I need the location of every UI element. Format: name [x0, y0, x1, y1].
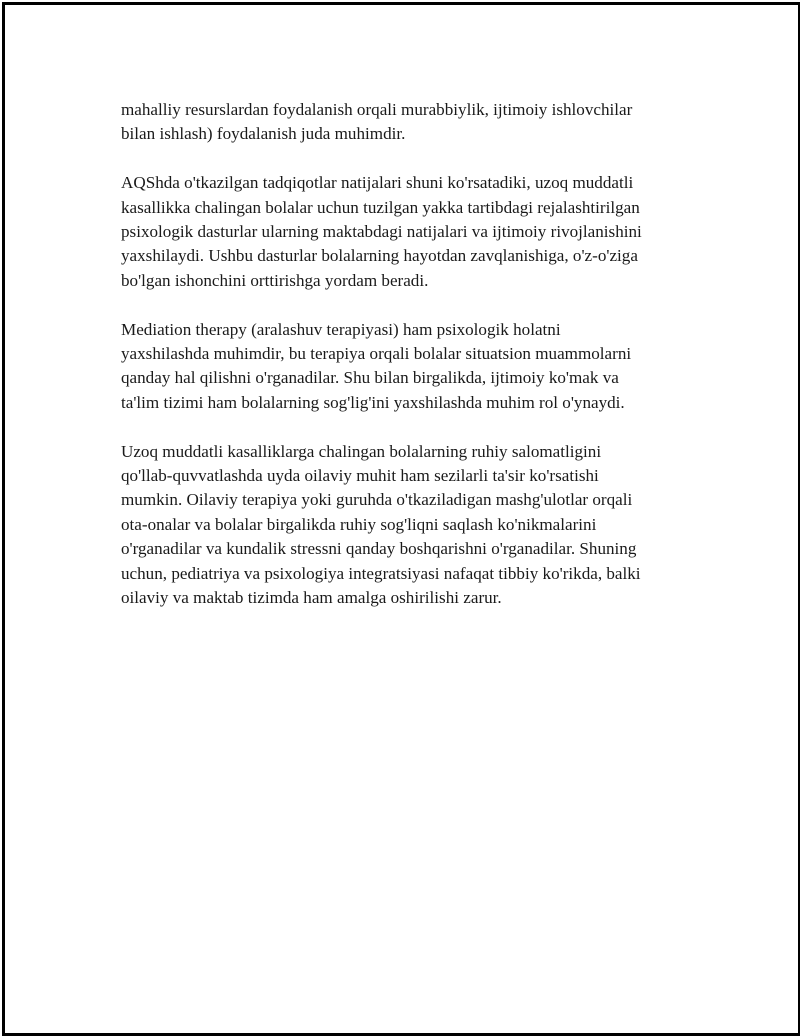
text-line: AQShda o'tkazilgan tadqiqotlar natijalari shuni ko'rsatadiki, uzoq muddatli — [121, 173, 634, 193]
text-line: oilaviy va maktab tizimda ham amalga oshirilishi zarur. — [121, 588, 502, 608]
text-line: ota-onalar va bolalar birgalikda ruhiy sog'liqni saqlash ko'nikmalarini — [121, 514, 597, 534]
text-line: Mediation therapy (aralashuv terapiyasi) ham psixologik holatni — [121, 319, 561, 339]
paragraph-2 — [121, 171, 691, 293]
text-line: o'rganadilar va kundalik stressni qanday boshqarishni o'rganadilar. Shuning — [121, 539, 637, 559]
paragraph-1 — [121, 98, 691, 147]
page-frame — [2, 2, 800, 1036]
document-body — [121, 98, 691, 635]
text-line: psixologik dasturlar ularning maktabdagi natijalari va ijtimoiy rivojlanishini — [121, 222, 642, 242]
text-line: uchun, pediatriya va psixologiya integratsiyasi nafaqat tibbiy ko'rikda, balki — [121, 563, 641, 583]
text-line: kasallikka chalingan bolalar uchun tuzilgan yakka tartibdagi rejalashtirilgan — [121, 197, 640, 217]
text-line: Uzoq muddatli kasalliklarga chalingan bolalarning ruhiy salomatligini — [121, 441, 602, 461]
paragraph-3 — [121, 318, 691, 416]
text-line: qo'llab-quvvatlashda uyda oilaviy muhit ham sezilarli ta'sir ko'rsatishi — [121, 466, 599, 486]
text-line: yaxshilaydi. Ushbu dasturlar bolalarning hayotdan zavqlanishiga, o'z-o'ziga — [121, 246, 638, 266]
text-line: qanday hal qilishni o'rganadilar. Shu bilan birgalikda, ijtimoiy ko'mak va — [121, 368, 619, 388]
text-line: bo'lgan ishonchini orttirishga yordam beradi. — [121, 270, 429, 290]
paragraph-4 — [121, 440, 691, 611]
text-line: mahalliy resurslardan foydalanish orqali murabbiylik, ijtimoiy ishlovchilar — [121, 100, 633, 119]
text-line: yaxshilashda muhimdir, bu terapiya orqali bolalar situatsion muammolarni — [121, 344, 632, 364]
text-line: ta'lim tizimi ham bolalarning sog'lig'ini yaxshilashda muhim rol o'ynaydi. — [121, 392, 625, 412]
text-line: bilan ishlash) foydalanish juda muhimdir. — [121, 124, 406, 144]
text-line: mumkin. Oilaviy terapiya yoki guruhda o'tkaziladigan mashg'ulotlar orqali — [121, 490, 633, 510]
